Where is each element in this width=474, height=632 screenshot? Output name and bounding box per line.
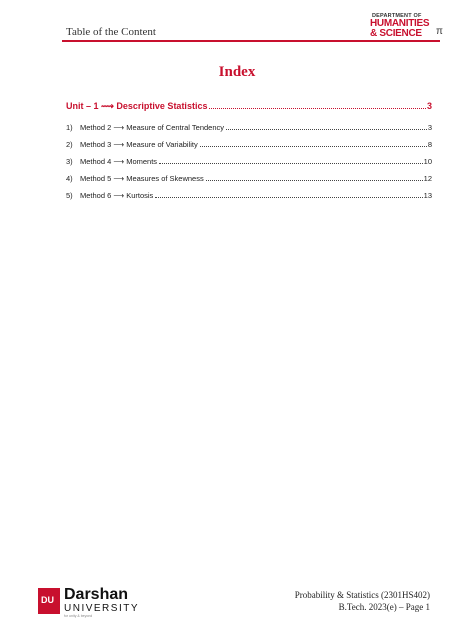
dot-leader bbox=[209, 108, 426, 109]
entry-number: 4) bbox=[66, 174, 73, 183]
toc-entry[interactable] bbox=[66, 157, 432, 166]
department-logo bbox=[370, 12, 443, 39]
toc-entry[interactable] bbox=[66, 174, 432, 183]
logo-line3: & SCIENCE bbox=[370, 28, 422, 39]
entry-number: 2) bbox=[66, 140, 73, 149]
entry-label: Method 6 ⟶ Kurtosis bbox=[80, 191, 154, 200]
entry-label: Method 2 ⟶ Measure of Central Tendency bbox=[80, 123, 225, 132]
course-title: Probability & Statistics (2301HS402) bbox=[294, 590, 430, 600]
dot-leader bbox=[200, 146, 427, 147]
toc-entry[interactable] bbox=[66, 191, 432, 200]
logo-line2: HUMANITIES bbox=[370, 18, 430, 29]
pi-icon: π bbox=[436, 26, 443, 37]
entry-label: Method 3 ⟶ Measure of Variability bbox=[80, 140, 198, 149]
header-divider bbox=[62, 40, 440, 42]
entry-page: 8 bbox=[427, 140, 432, 149]
entry-page: 10 bbox=[423, 157, 432, 166]
entry-page: 13 bbox=[423, 191, 432, 200]
university-logo bbox=[38, 586, 168, 620]
logo-name: Darshan bbox=[64, 586, 129, 603]
entry-label: Method 5 ⟶ Measures of Skewness bbox=[80, 174, 204, 183]
page-info: B.Tech. 2023(e) – Page 1 bbox=[338, 602, 430, 612]
logo-line1: DEPARTMENT OF bbox=[372, 13, 422, 19]
entry-page: 12 bbox=[423, 174, 432, 183]
entry-number: 5) bbox=[66, 191, 73, 200]
index-title: Index bbox=[218, 64, 256, 80]
dot-leader bbox=[226, 129, 427, 130]
entry-number: 1) bbox=[66, 123, 73, 132]
logo-abbr: DU bbox=[41, 595, 54, 605]
dot-leader bbox=[159, 163, 423, 164]
toc-entry[interactable] bbox=[66, 140, 432, 149]
unit-label: Unit – 1 ⟿ Descriptive Statistics bbox=[66, 101, 208, 111]
logo-sub: UNIVERSITY bbox=[64, 603, 140, 614]
logo-badge bbox=[38, 588, 60, 614]
entry-page: 3 bbox=[427, 123, 432, 132]
logo-tagline: for unity & beyond bbox=[64, 614, 93, 618]
dot-leader bbox=[206, 180, 423, 181]
unit-page: 3 bbox=[426, 101, 432, 111]
entry-label: Method 4 ⟶ Moments bbox=[80, 157, 158, 166]
entry-number: 3) bbox=[66, 157, 73, 166]
toc-unit-entry[interactable] bbox=[66, 101, 432, 112]
footer-info bbox=[295, 589, 430, 613]
toc-entry[interactable] bbox=[66, 123, 432, 132]
dot-leader bbox=[155, 197, 422, 198]
header-title: Table of the Content bbox=[66, 26, 156, 38]
